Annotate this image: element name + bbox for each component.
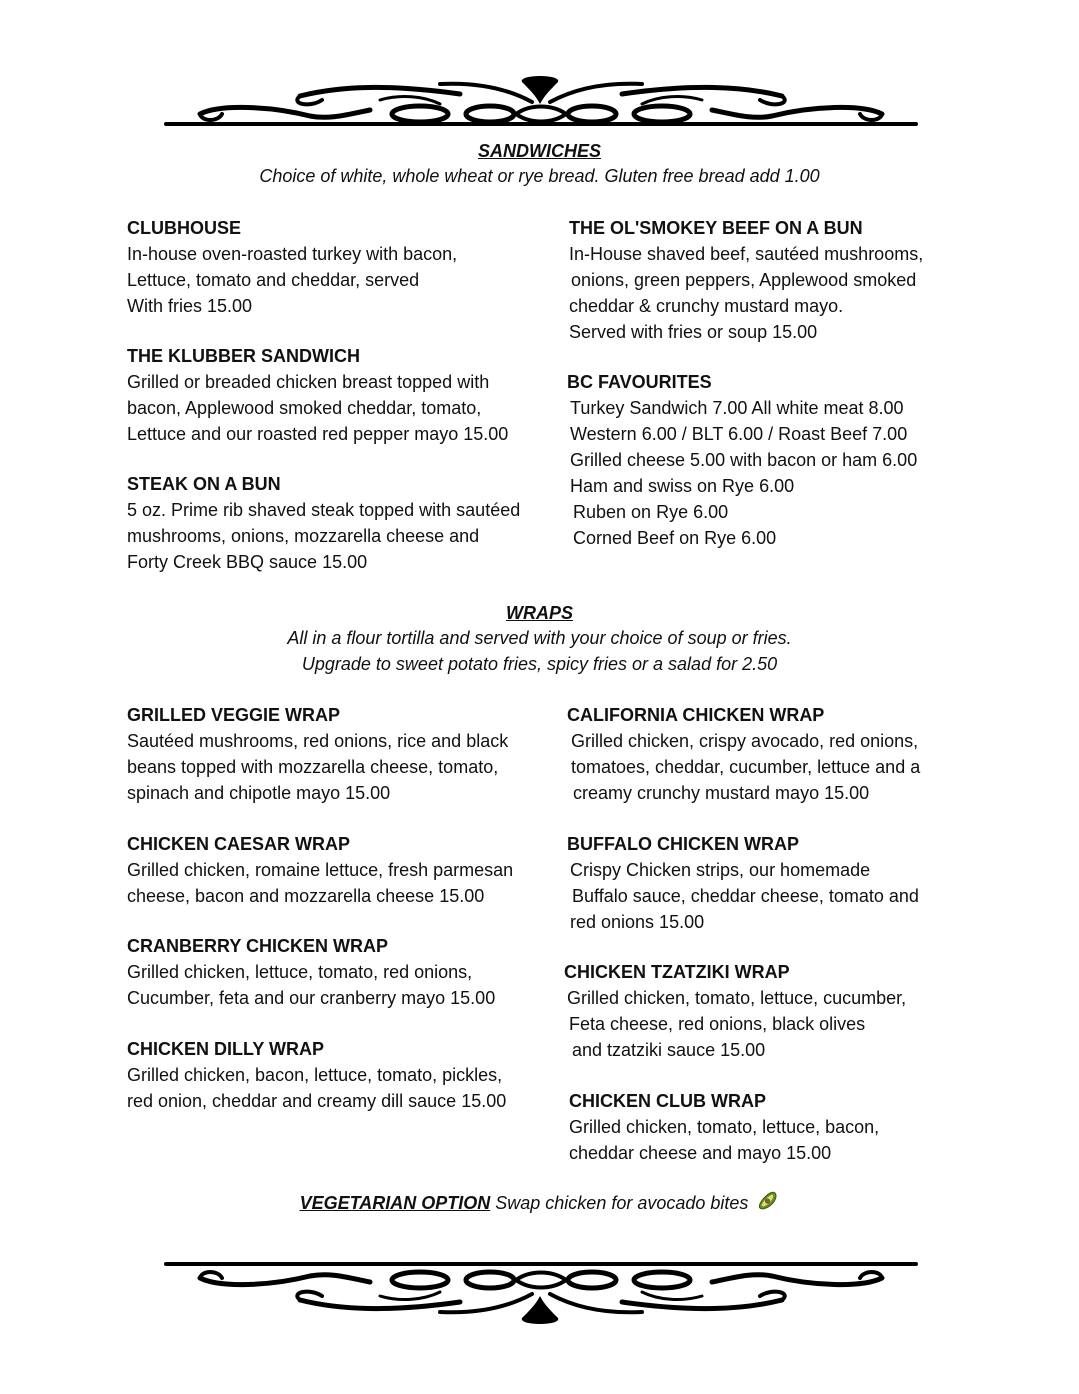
menu-item-steak-on-a-bun: [127, 471, 520, 575]
item-desc-line: spinach and chipotle mayo 15.00: [127, 783, 391, 803]
menu-item-chicken-club-wrap: [569, 1088, 879, 1166]
item-desc-line: and tzatziki sauce 15.00: [572, 1040, 766, 1060]
item-name: CALIFORNIA CHICKEN WRAP: [567, 705, 825, 725]
item-desc-line: Grilled or breaded chicken breast topped with: [127, 372, 490, 392]
item-name: THE KLUBBER SANDWICH: [127, 346, 360, 366]
item-desc-line: Grilled cheese 5.00 with bacon or ham 6.00: [570, 450, 918, 470]
item-desc-line: Lettuce, tomato and cheddar, served: [127, 270, 420, 290]
item-name: STEAK ON A BUN: [127, 474, 281, 494]
item-desc-line: cheddar & crunchy mustard mayo.: [569, 296, 844, 316]
menu-item-klubber: [127, 343, 508, 447]
item-desc-line: Cucumber, feta and our cranberry mayo 15.00: [127, 988, 496, 1008]
item-desc-line: Forty Creek BBQ sauce 15.00: [127, 552, 368, 572]
item-name: CHICKEN DILLY WRAP: [127, 1039, 325, 1059]
menu-item-cranberry-chicken-wrap: [127, 933, 495, 1011]
item-desc-line: Feta cheese, red onions, black olives: [569, 1014, 866, 1034]
item-desc-line: With fries 15.00: [127, 296, 253, 316]
item-name: CHICKEN CLUB WRAP: [569, 1091, 766, 1111]
item-desc-line: Ruben on Rye 6.00: [573, 502, 729, 522]
item-desc-line: Western 6.00 / BLT 6.00 / Roast Beef 7.00: [570, 424, 908, 444]
vegetarian-label: VEGETARIAN OPTION: [299, 1193, 491, 1213]
item-desc-line: Buffalo sauce, cheddar cheese, tomato and: [572, 886, 919, 906]
item-desc-line: Turkey Sandwich 7.00 All white meat 8.00: [570, 398, 904, 418]
menu-item-chicken-dilly-wrap: [127, 1036, 506, 1114]
sandwiches-subtitle: Choice of white, whole wheat or rye bread. Gluten free bread add 1.00: [259, 166, 820, 186]
item-desc-line: Grilled chicken, tomato, lettuce, cucumber,: [567, 988, 907, 1008]
item-desc-line: In-House shaved beef, sautéed mushrooms,: [569, 244, 924, 264]
item-desc-line: 5 oz. Prime rib shaved steak topped with sautéed: [127, 500, 521, 520]
avocado-icon: [757, 1190, 779, 1212]
vegetarian-option: [0, 1190, 1079, 1216]
item-desc-line: In-house oven-roasted turkey with bacon,: [127, 244, 458, 264]
item-desc-line: tomatoes, cheddar, cucumber, lettuce and a: [571, 757, 921, 777]
item-desc-line: bacon, Applewood smoked cheddar, tomato,: [127, 398, 482, 418]
item-desc-line: creamy crunchy mustard mayo 15.00: [573, 783, 870, 803]
item-desc-line: cheddar cheese and mayo 15.00: [569, 1143, 832, 1163]
menu-item-chicken-tzatziki-wrap: [564, 959, 906, 1063]
menu-item-chicken-caesar-wrap: [127, 831, 513, 909]
menu-item-buffalo-chicken-wrap: [567, 831, 919, 935]
item-desc-line: Grilled chicken, romaine lettuce, fresh parmesan: [127, 860, 514, 880]
wraps-subtitle-2: Upgrade to sweet potato fries, spicy fries or a salad for 2.50: [301, 654, 778, 674]
item-desc-line: Corned Beef on Rye 6.00: [573, 528, 777, 548]
item-desc-line: red onions 15.00: [570, 912, 705, 932]
item-name: THE OL'SMOKEY BEEF ON A BUN: [569, 218, 863, 238]
menu-item-bc-favourites: [567, 369, 917, 551]
item-name: GRILLED VEGGIE WRAP: [127, 705, 341, 725]
bottom-ornament-divider: [160, 1258, 922, 1328]
item-name: CHICKEN TZATZIKI WRAP: [564, 962, 790, 982]
item-name: CRANBERRY CHICKEN WRAP: [127, 936, 389, 956]
item-name: BC FAVOURITES: [567, 372, 712, 392]
item-desc-line: Served with fries or soup 15.00: [569, 322, 818, 342]
item-desc-line: Grilled chicken, crispy avocado, red onions,: [571, 731, 919, 751]
item-desc-line: Lettuce and our roasted red pepper mayo 15.00: [127, 424, 509, 444]
item-desc-line: Sautéed mushrooms, red onions, rice and black: [127, 731, 509, 751]
item-name: CLUBHOUSE: [127, 218, 242, 238]
item-desc-line: Grilled chicken, lettuce, tomato, red onions,: [127, 962, 473, 982]
item-desc-line: beans topped with mozzarella cheese, tomato,: [127, 757, 499, 777]
item-desc-line: red onion, cheddar and creamy dill sauce 15.00: [127, 1091, 507, 1111]
item-desc-line: cheese, bacon and mozzarella cheese 15.00: [127, 886, 485, 906]
menu-item-california-chicken-wrap: [567, 702, 920, 806]
top-ornament-divider: [160, 68, 922, 138]
sandwiches-heading: SANDWICHES: [477, 141, 601, 161]
menu-item-olsmokey-beef: [569, 215, 923, 345]
item-desc-line: Grilled chicken, tomato, lettuce, bacon,: [569, 1117, 880, 1137]
item-desc-line: Ham and swiss on Rye 6.00: [570, 476, 795, 496]
item-desc-line: mushrooms, onions, mozzarella cheese and: [127, 526, 480, 546]
menu-item-clubhouse: [127, 215, 457, 319]
item-desc-line: Grilled chicken, bacon, lettuce, tomato, pickles,: [127, 1065, 503, 1085]
item-desc-line: onions, green peppers, Applewood smoked: [571, 270, 917, 290]
wraps-subtitle-1: All in a flour tortilla and served with your choice of soup or fries.: [287, 628, 792, 648]
vegetarian-text: Swap chicken for avocado bites: [495, 1193, 749, 1213]
item-name: BUFFALO CHICKEN WRAP: [567, 834, 799, 854]
item-name: CHICKEN CAESAR WRAP: [127, 834, 351, 854]
menu-item-grilled-veggie-wrap: [127, 702, 508, 806]
item-desc-line: Crispy Chicken strips, our homemade: [570, 860, 871, 880]
wraps-heading: WRAPS: [506, 603, 573, 623]
